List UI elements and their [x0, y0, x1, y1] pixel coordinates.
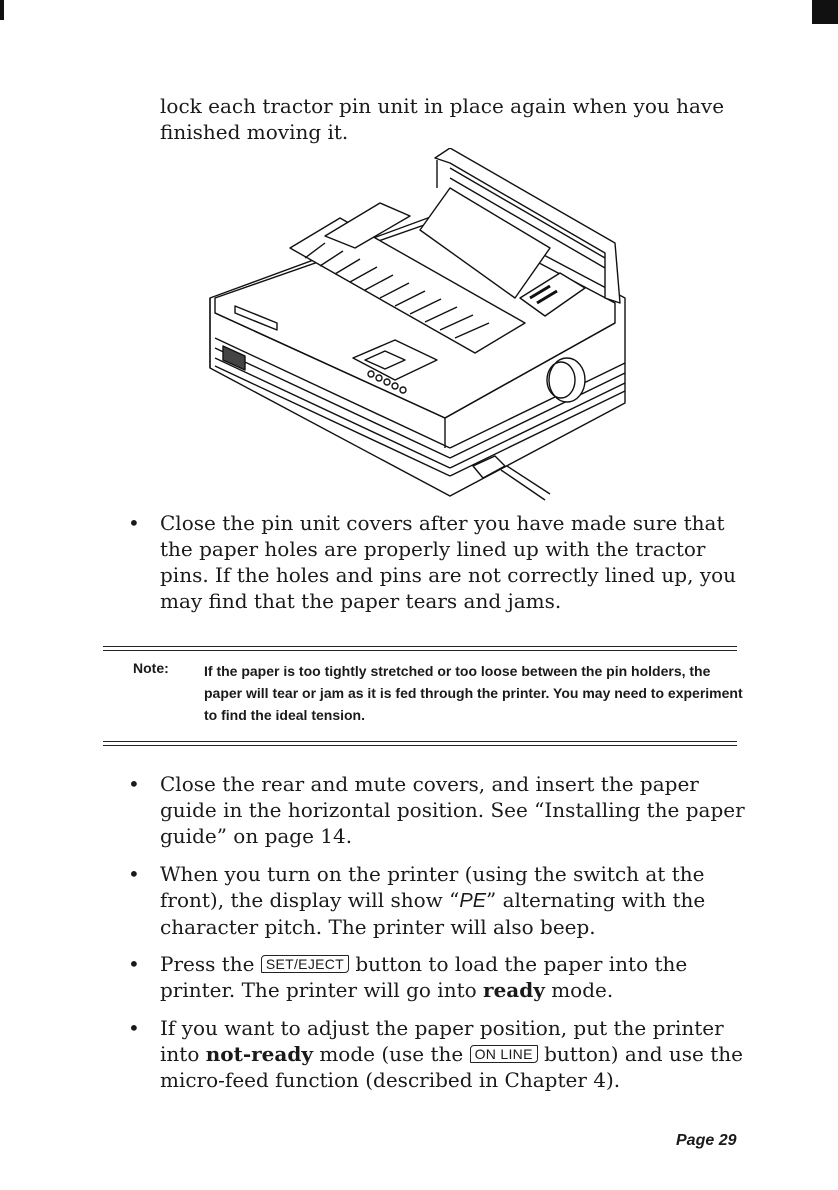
bullet-marker: • — [128, 862, 140, 886]
bullet-press-set-eject — [160, 951, 760, 1003]
bullet-marker: • — [128, 772, 140, 796]
scan-mark-left — [0, 0, 4, 20]
bold-term: ready — [483, 978, 545, 1002]
text-segment: mode (use the — [312, 1042, 470, 1066]
bullet-turn-on-printer — [160, 861, 760, 940]
intro-paragraph: lock each tractor pin unit in place again when you have finished moving it. — [160, 94, 725, 144]
note-rule-top-1 — [103, 646, 737, 647]
printer-illustration — [205, 148, 645, 503]
text-segment: If you want to adjust the paper position, put the printer into — [160, 1016, 724, 1066]
bold-term: not-ready — [205, 1042, 313, 1066]
text-segment: mode. — [544, 978, 614, 1002]
text-segment: ” alternating with the character pitch. The printer will also beep. — [160, 888, 706, 939]
note-rule-top-2 — [103, 650, 737, 651]
note-text: If the paper is too tightly stretched or too loose between the pin holders, the paper will tear or jam as it is fed through the printer. You may need to experiment to find the ideal tension. — [204, 663, 743, 723]
bullet-close-pin-covers: Close the pin unit covers after you have made sure that the paper holes are properly lined up with the tractor pins. If the holes and pins are not correctly lined up, you may find that the paper tears and jams. — [160, 511, 737, 613]
text-segment: button to load the paper into the printer. The printer will go into — [160, 952, 688, 1002]
bullet-close-rear-covers: Close the rear and mute covers, and insert the paper guide in the horizontal position. See “Installing the paper guide” on page 14. — [160, 772, 745, 848]
bullet-adjust-paper — [160, 1015, 760, 1093]
bullet-marker: • — [128, 1016, 140, 1040]
bullet-marker: • — [128, 952, 140, 976]
note-rule-bottom-2 — [103, 745, 737, 746]
set-eject-key: SET/EJECT — [261, 955, 349, 973]
bullet-marker: • — [128, 511, 140, 535]
note-label: Note: — [133, 660, 169, 676]
page-number: Page 29 — [676, 1132, 737, 1149]
text-segment: When you turn on the printer (using the switch at the front), the display will show “ — [160, 862, 705, 912]
note-rule-bottom-1 — [103, 741, 737, 742]
on-line-key: ON LINE — [470, 1045, 538, 1063]
text-segment: button) and use the micro-feed function (described in Chapter 4). — [160, 1042, 743, 1092]
display-code: PE — [459, 890, 487, 912]
text-segment: Press the — [160, 952, 261, 976]
scan-mark-right — [812, 0, 838, 24]
